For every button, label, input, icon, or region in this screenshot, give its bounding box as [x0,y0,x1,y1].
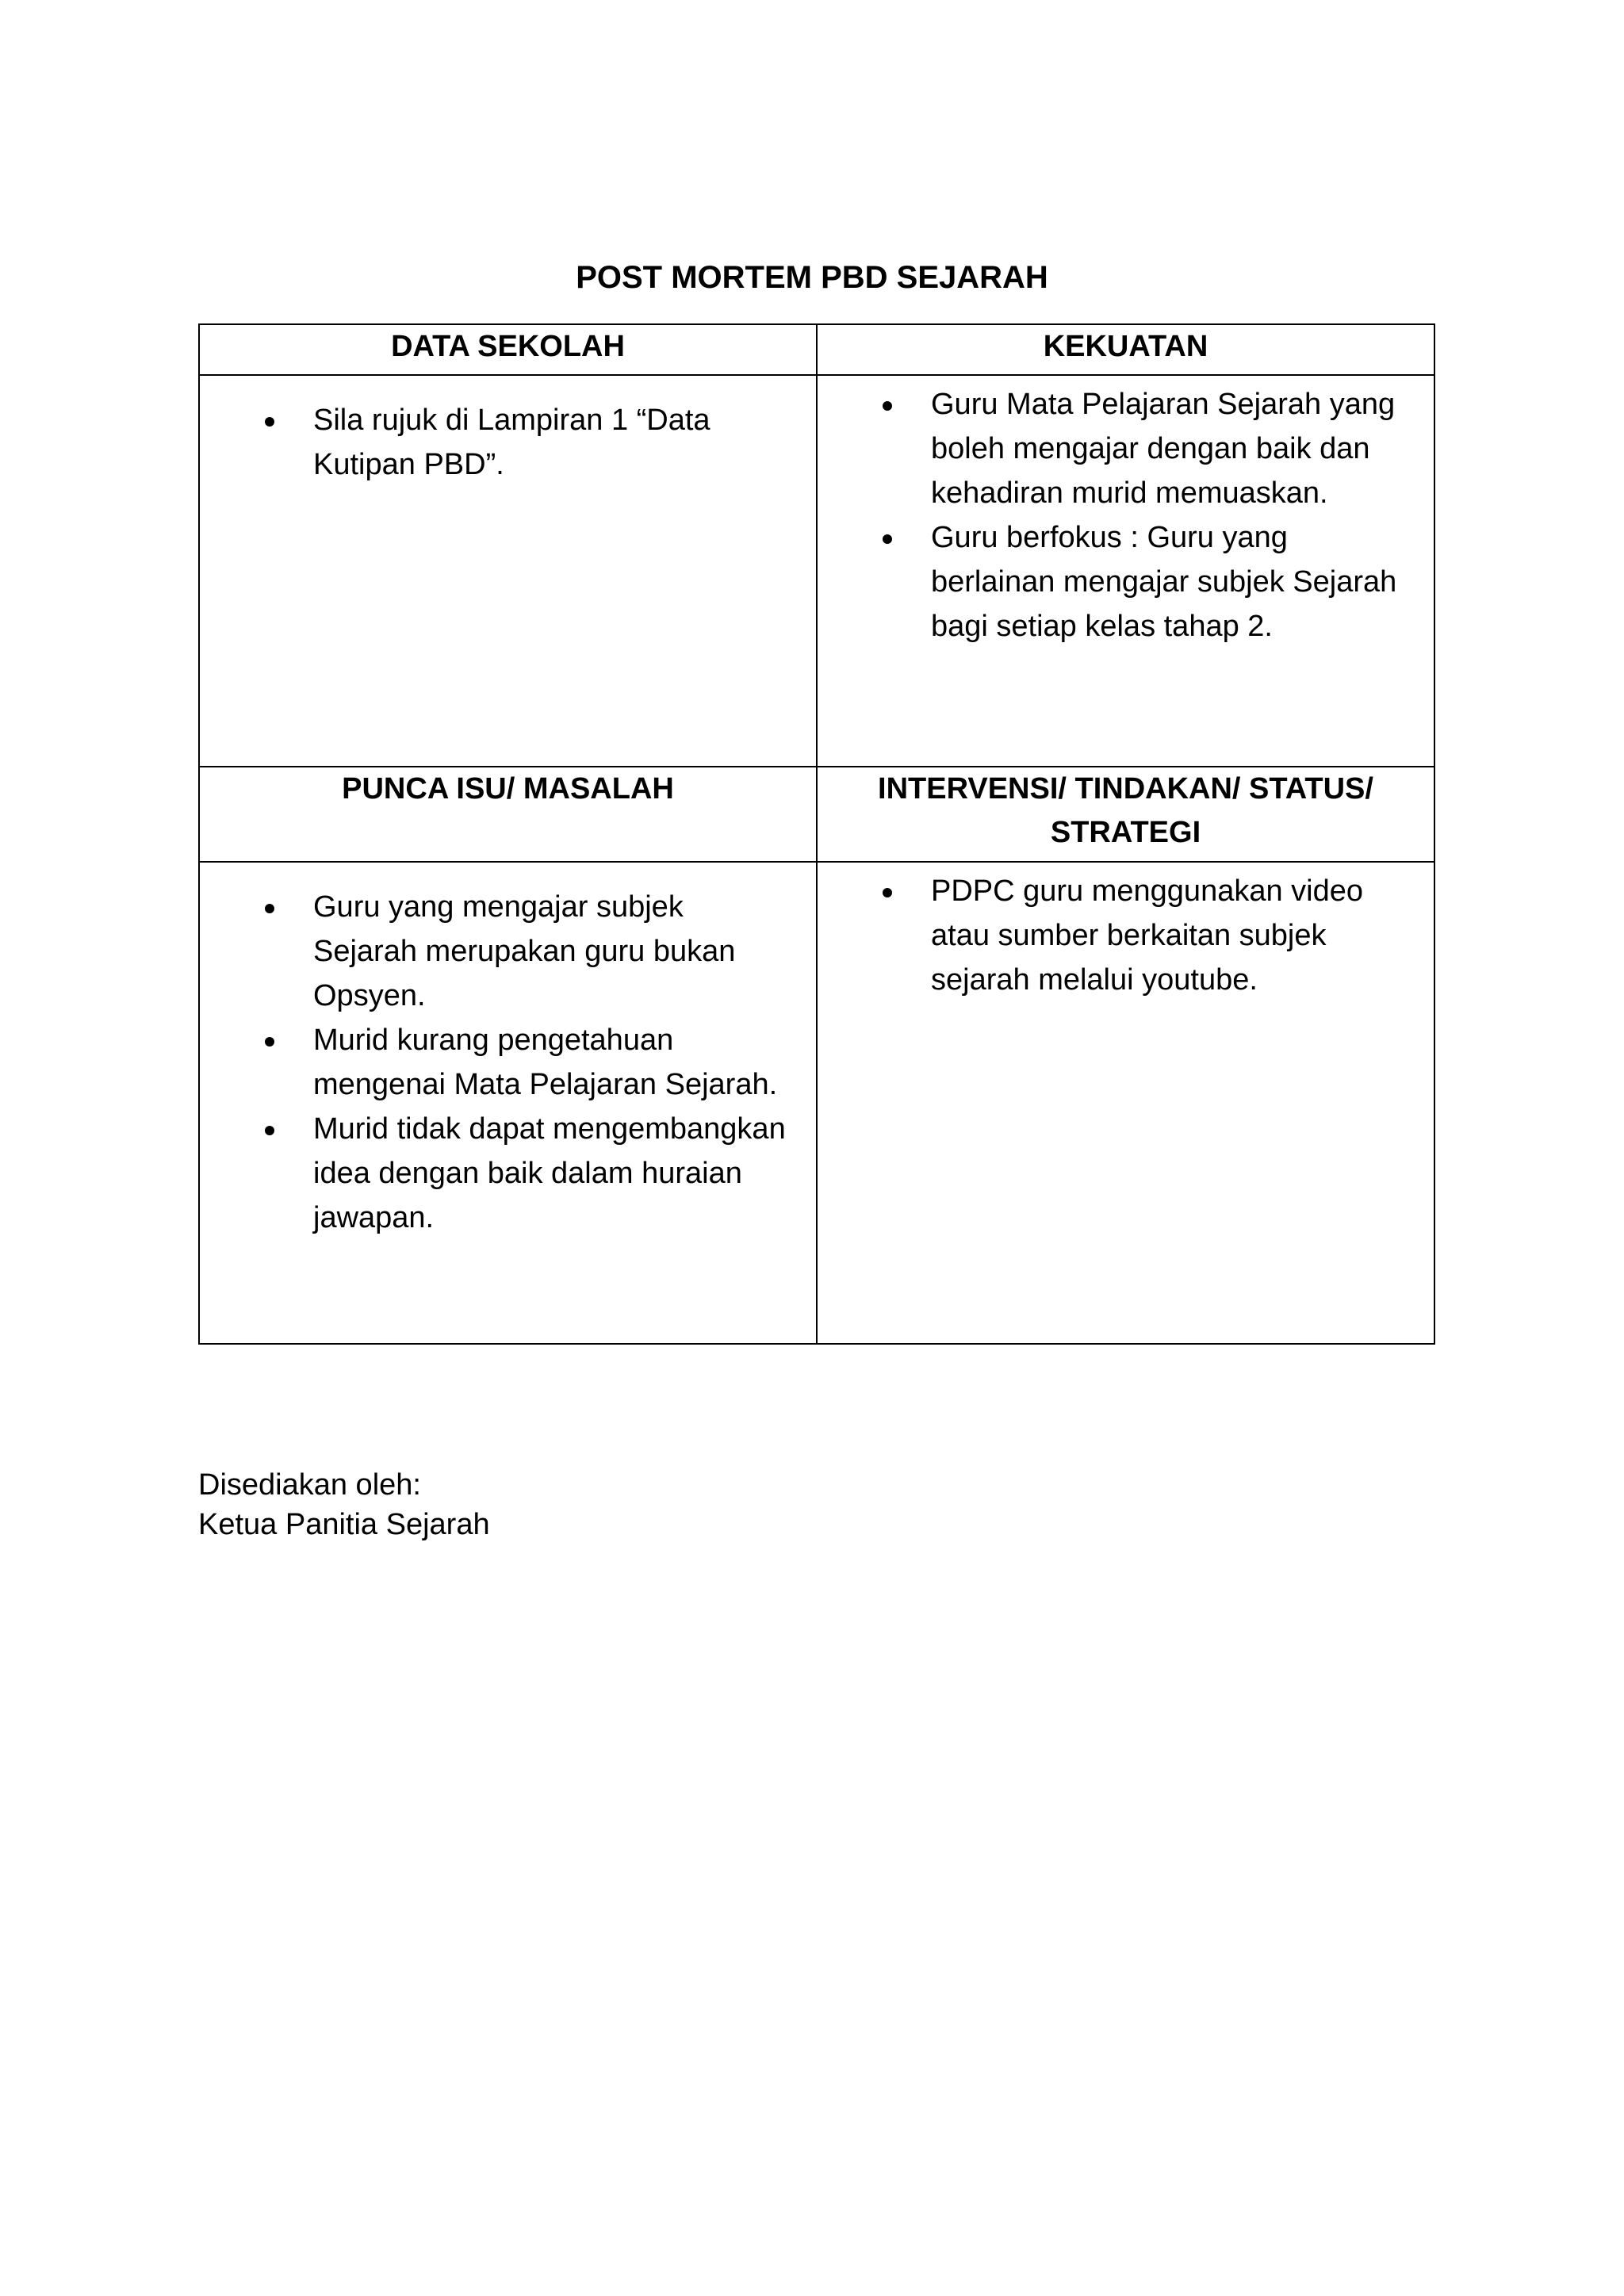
bullet-icon [265,1037,274,1047]
bullet-icon [265,1126,274,1135]
document-title: POST MORTEM PBD SEJARAH [576,260,1048,295]
cell-intervensi [817,862,1434,1344]
list-item-text: Guru berfokus : Guru yang berlainan mengajar subjek Sejarah bagi setiap kelas tahap 2. [931,521,1397,643]
table-header-row [199,324,1434,375]
header-kekuatan: KEKUATAN [817,324,1434,375]
table-row [199,375,1434,767]
header-data-sekolah: DATA SEKOLAH [199,324,817,375]
bullet-icon [265,417,274,427]
bullet-icon [883,534,892,544]
kekuatan-list [818,382,1434,649]
list-item-text: Murid kurang pengetahuan mengenai Mata Pelajaran Sejarah. [313,1024,778,1101]
list-item-text: Guru yang mengajar subjek Sejarah merupakan guru bukan Opsyen. [313,890,736,1012]
list-item [200,1018,816,1107]
prepared-by-label: Disediakan oleh: [198,1468,421,1502]
intervensi-list [818,869,1434,1002]
punca-isu-list [200,885,816,1240]
list-item [818,382,1434,515]
bullet-icon [883,888,892,897]
bullet-icon [265,904,274,913]
list-item [818,869,1434,1002]
cell-punca-isu [199,862,817,1344]
list-item-text: Sila rujuk di Lampiran 1 “Data Kutipan PBD”. [313,404,710,481]
list-item [200,398,816,487]
post-mortem-table [198,323,1435,1345]
list-item-text: Guru Mata Pelajaran Sejarah yang boleh mengajar dengan baik dan kehadiran murid memuaskan. [931,388,1396,510]
cell-kekuatan [817,375,1434,767]
list-item [200,1107,816,1240]
footer-signature [198,1465,490,1544]
list-item [200,885,816,1018]
prepared-by-name: Ketua Panitia Sejarah [198,1508,490,1541]
list-item-text: Murid tidak dapat mengembangkan idea dengan baik dalam huraian jawapan. [313,1112,786,1234]
list-item [818,515,1434,649]
table-row [199,862,1434,1344]
header-intervensi: INTERVENSI/ TINDAKAN/ STATUS/ STRATEGI [817,767,1434,862]
data-sekolah-list [200,398,816,487]
table-header-row [199,767,1434,862]
header-punca-isu: PUNCA ISU/ MASALAH [199,767,817,862]
list-item-text: PDPC guru menggunakan video atau sumber berkaitan subjek sejarah melalui youtube. [931,874,1364,997]
cell-data-sekolah [199,375,817,767]
bullet-icon [883,401,892,411]
